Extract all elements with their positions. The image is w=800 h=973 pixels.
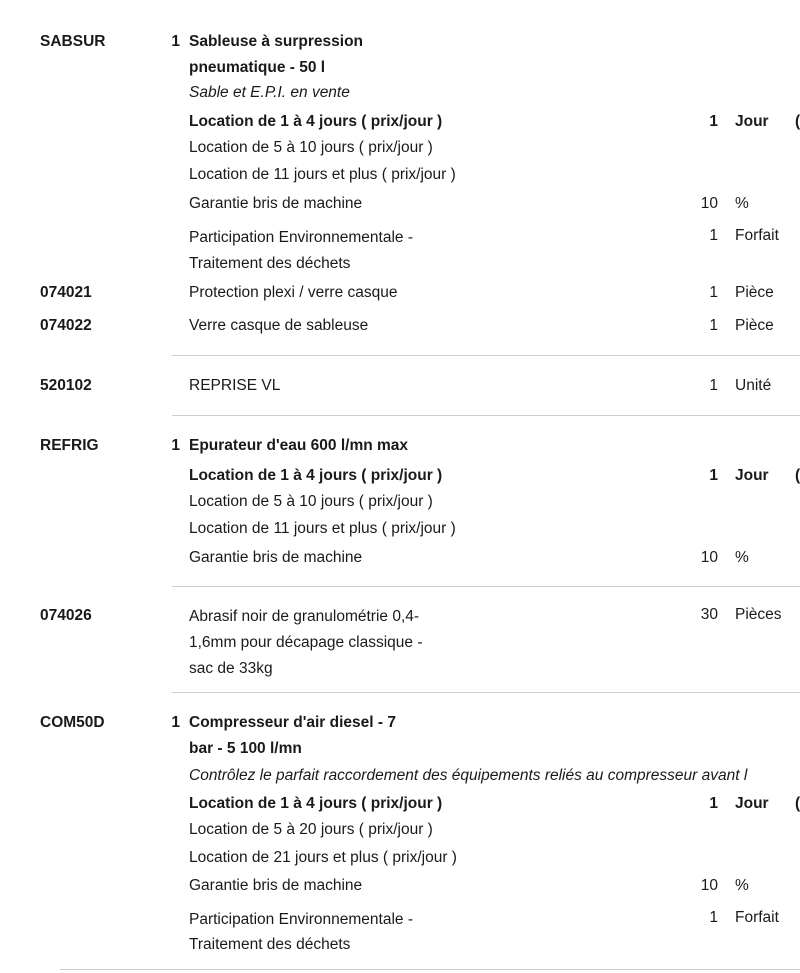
env-fee-unit: Forfait [735, 227, 779, 244]
guarantee-unit: % [735, 877, 749, 894]
truncated-column-text: ( [795, 467, 800, 484]
item-title: Epurateur d'eau 600 l/mn max [189, 437, 409, 454]
rate-unit: Jour [735, 795, 769, 812]
row-separator [172, 415, 800, 416]
guarantee-unit: % [735, 195, 749, 212]
row-separator [172, 586, 800, 587]
item-quantity: 1 [709, 377, 718, 394]
item-unit: Pièce [735, 317, 774, 334]
item-note: Sable et E.P.I. en vente [189, 84, 350, 101]
guarantee-label: Garantie bris de machine [189, 549, 363, 566]
rate-unit: Jour [735, 467, 769, 484]
env-fee-label: Participation Environnementale - [189, 229, 414, 246]
rate-label: Location de 11 jours et plus ( prix/jour ) [189, 520, 456, 537]
item-quantity: 1 [171, 33, 180, 50]
item-note: Contrôlez le parfait raccordement des équipements reliés au compresseur avant l [189, 767, 748, 784]
guarantee-quantity: 10 [700, 877, 718, 894]
item-code: 074021 [40, 284, 92, 301]
item-unit: Pièce [735, 284, 774, 301]
item-quantity: 1 [709, 317, 718, 334]
rate-label: Location de 1 à 4 jours ( prix/jour ) [189, 467, 443, 484]
item-label: sac de 33kg [189, 660, 273, 677]
item-title: Compresseur d'air diesel - 7 [189, 714, 396, 731]
item-code: 074026 [40, 607, 92, 624]
item-unit: Pièces [735, 606, 782, 623]
row-separator [172, 692, 800, 693]
item-title: Sableuse à surpression [189, 33, 364, 50]
item-label: Abrasif noir de granulométrie 0,4- [189, 608, 420, 625]
env-fee-quantity: 1 [709, 909, 718, 926]
rate-label: Location de 1 à 4 jours ( prix/jour ) [189, 795, 443, 812]
env-fee-unit: Forfait [735, 909, 779, 926]
rate-label: Location de 5 à 10 jours ( prix/jour ) [189, 493, 433, 510]
item-unit: Unité [735, 377, 772, 394]
guarantee-unit: % [735, 549, 749, 566]
rate-label: Location de 1 à 4 jours ( prix/jour ) [189, 113, 443, 130]
row-separator [60, 969, 800, 970]
item-quantity: 1 [171, 437, 180, 454]
rate-quantity: 1 [709, 795, 718, 812]
guarantee-quantity: 10 [700, 549, 718, 566]
item-label: 1,6mm pour décapage classique - [189, 634, 423, 651]
rate-label: Location de 5 à 10 jours ( prix/jour ) [189, 139, 433, 156]
truncated-column-text: ( [795, 113, 800, 130]
env-fee-label: Traitement des déchets [189, 255, 351, 272]
item-label: Protection plexi / verre casque [189, 284, 398, 301]
row-separator [172, 355, 800, 356]
guarantee-label: Garantie bris de machine [189, 195, 363, 212]
rate-unit: Jour [735, 113, 769, 130]
rate-label: Location de 11 jours et plus ( prix/jour ) [189, 166, 456, 183]
truncated-column-text: ( [795, 795, 800, 812]
item-title: bar - 5 100 l/mn [189, 740, 302, 757]
env-fee-quantity: 1 [709, 227, 718, 244]
guarantee-quantity: 10 [700, 195, 718, 212]
env-fee-label: Traitement des déchets [189, 936, 351, 953]
item-quantity: 1 [709, 284, 718, 301]
guarantee-label: Garantie bris de machine [189, 877, 363, 894]
item-code: COM50D [40, 714, 105, 731]
env-fee-label: Participation Environnementale - [189, 911, 414, 928]
item-quantity: 30 [700, 606, 718, 623]
item-title: pneumatique - 50 l [189, 59, 326, 76]
item-code: 520102 [40, 377, 92, 394]
item-code: SABSUR [40, 33, 106, 50]
item-quantity: 1 [171, 714, 180, 731]
item-code: REFRIG [40, 437, 99, 454]
rate-quantity: 1 [709, 467, 718, 484]
item-code: 074022 [40, 317, 92, 334]
rate-label: Location de 5 à 20 jours ( prix/jour ) [189, 821, 433, 838]
item-label: REPRISE VL [189, 377, 281, 394]
item-label: Verre casque de sableuse [189, 317, 369, 334]
rate-label: Location de 21 jours et plus ( prix/jour ) [189, 849, 457, 866]
rate-quantity: 1 [709, 113, 718, 130]
